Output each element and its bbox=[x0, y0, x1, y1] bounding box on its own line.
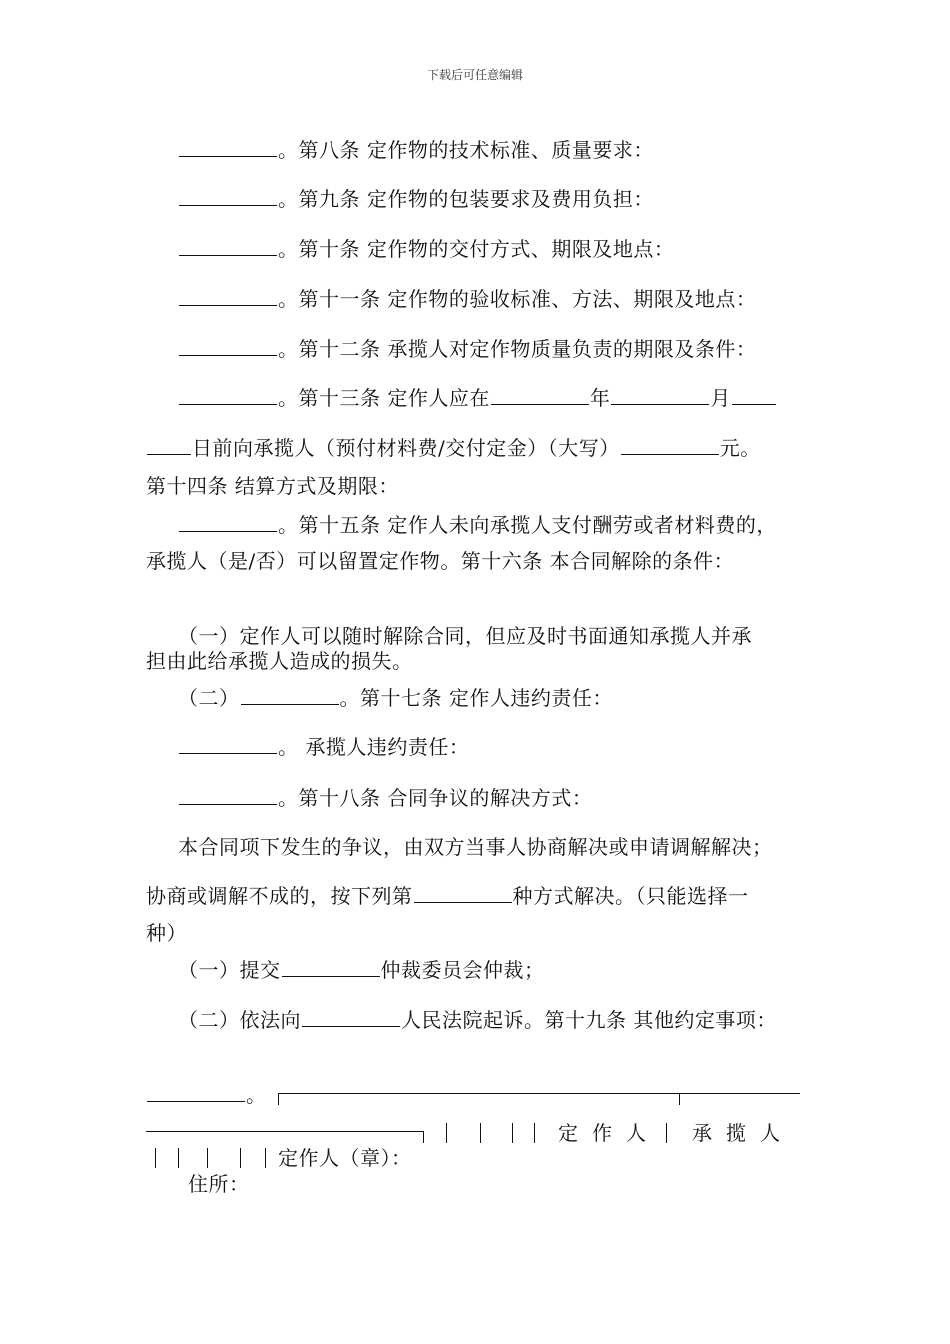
dispute-text: 本合同项下发生的争议，由双方当事人协商解决或申请调解解决； bbox=[178, 835, 773, 859]
clause-11: 。第十一条 定作物的验收标准、方法、期限及地点： bbox=[178, 287, 756, 311]
table-bar bbox=[265, 1148, 266, 1168]
year-blank[interactable] bbox=[491, 386, 589, 405]
table-bar bbox=[178, 1148, 179, 1168]
table-divider-top bbox=[679, 1093, 680, 1105]
party-a-heading: 定作人 bbox=[558, 1121, 660, 1145]
clause-14: 第十四条 结算方式及期限： bbox=[146, 474, 399, 498]
court-blank[interactable] bbox=[302, 1008, 400, 1027]
table-bar bbox=[155, 1148, 156, 1168]
dispute-method: 协商或调解不成的，按下列第 种方式解决。（只能选择一 bbox=[146, 884, 749, 908]
fill-blank[interactable] bbox=[179, 287, 277, 306]
month-blank[interactable] bbox=[611, 386, 709, 405]
fill-blank[interactable] bbox=[241, 686, 339, 705]
party-a-seal-label: 定作人（章）： bbox=[278, 1146, 412, 1170]
method-blank[interactable] bbox=[414, 884, 512, 903]
day-blank[interactable] bbox=[732, 386, 776, 405]
dispute-method-cont: 种） bbox=[146, 921, 187, 945]
table-corner-left bbox=[278, 1093, 279, 1105]
fill-blank[interactable] bbox=[179, 187, 277, 206]
fill-blank[interactable] bbox=[179, 337, 277, 356]
table-bar bbox=[666, 1123, 667, 1143]
clause-18: 。第十八条 合同争议的解决方式： bbox=[178, 786, 592, 810]
fill-blank[interactable] bbox=[179, 735, 277, 754]
clause-12: 。第十二条 承揽人对定作物质量负责的期限及条件： bbox=[178, 337, 756, 361]
fill-blank[interactable] bbox=[179, 386, 277, 405]
other-matters: 。 bbox=[146, 1083, 267, 1107]
arbitration-option: （一）提交 仲裁委员会仲裁； bbox=[178, 958, 545, 982]
fill-blank[interactable] bbox=[147, 1083, 245, 1102]
table-mid-rule bbox=[146, 1131, 424, 1132]
table-corner-right bbox=[423, 1131, 424, 1143]
clause-13-cont: 日前向承揽人（预付材料费/交付定金）（大写） 元。 bbox=[146, 436, 761, 460]
amount-blank[interactable] bbox=[621, 436, 719, 455]
contractor-liability: 。 承揽人违约责任： bbox=[178, 735, 469, 759]
table-bar bbox=[240, 1148, 241, 1168]
page-header: 下载后可任意编辑 bbox=[426, 68, 523, 82]
party-b-heading: 承揽人 bbox=[692, 1121, 794, 1145]
clause-15: 。第十五条 定作人未向承揽人支付酬劳或者材料费的， bbox=[178, 513, 777, 537]
arbitration-blank[interactable] bbox=[282, 958, 380, 977]
clause-10: 。第十条 定作物的交付方式、期限及地点： bbox=[178, 237, 674, 261]
clause-9: 。第九条 定作物的包装要求及费用负担： bbox=[178, 187, 654, 211]
table-bar bbox=[207, 1148, 208, 1168]
table-bar bbox=[480, 1123, 481, 1143]
clause-13: 。第十三条 定作人应在 年 月 bbox=[178, 386, 777, 410]
court-option: （二）依法向 人民法院起诉。第十九条 其他约定事项： bbox=[178, 1008, 777, 1032]
fill-blank[interactable] bbox=[179, 786, 277, 805]
fill-blank[interactable] bbox=[179, 237, 277, 256]
day-blank-cont[interactable] bbox=[147, 436, 191, 455]
termination-item-1: （一）定作人可以随时解除合同，但应及时书面通知承揽人并承 bbox=[178, 624, 752, 648]
clause-8: 。第八条 定作物的技术标准、质量要求： bbox=[178, 138, 654, 162]
table-bar bbox=[534, 1123, 535, 1143]
address-label: 住所： bbox=[188, 1172, 250, 1196]
table-bar bbox=[512, 1123, 513, 1143]
table-bar bbox=[446, 1123, 447, 1143]
termination-item-1-cont: 担由此给承揽人造成的损失。 bbox=[146, 649, 413, 673]
clause-16: 承揽人（是/否）可以留置定作物。第十六条 本合同解除的条件： bbox=[146, 549, 735, 573]
table-top-rule bbox=[278, 1093, 800, 1094]
termination-item-2: （二） 。第十七条 定作人违约责任： bbox=[178, 686, 613, 710]
fill-blank[interactable] bbox=[179, 138, 277, 157]
fill-blank[interactable] bbox=[179, 513, 277, 532]
